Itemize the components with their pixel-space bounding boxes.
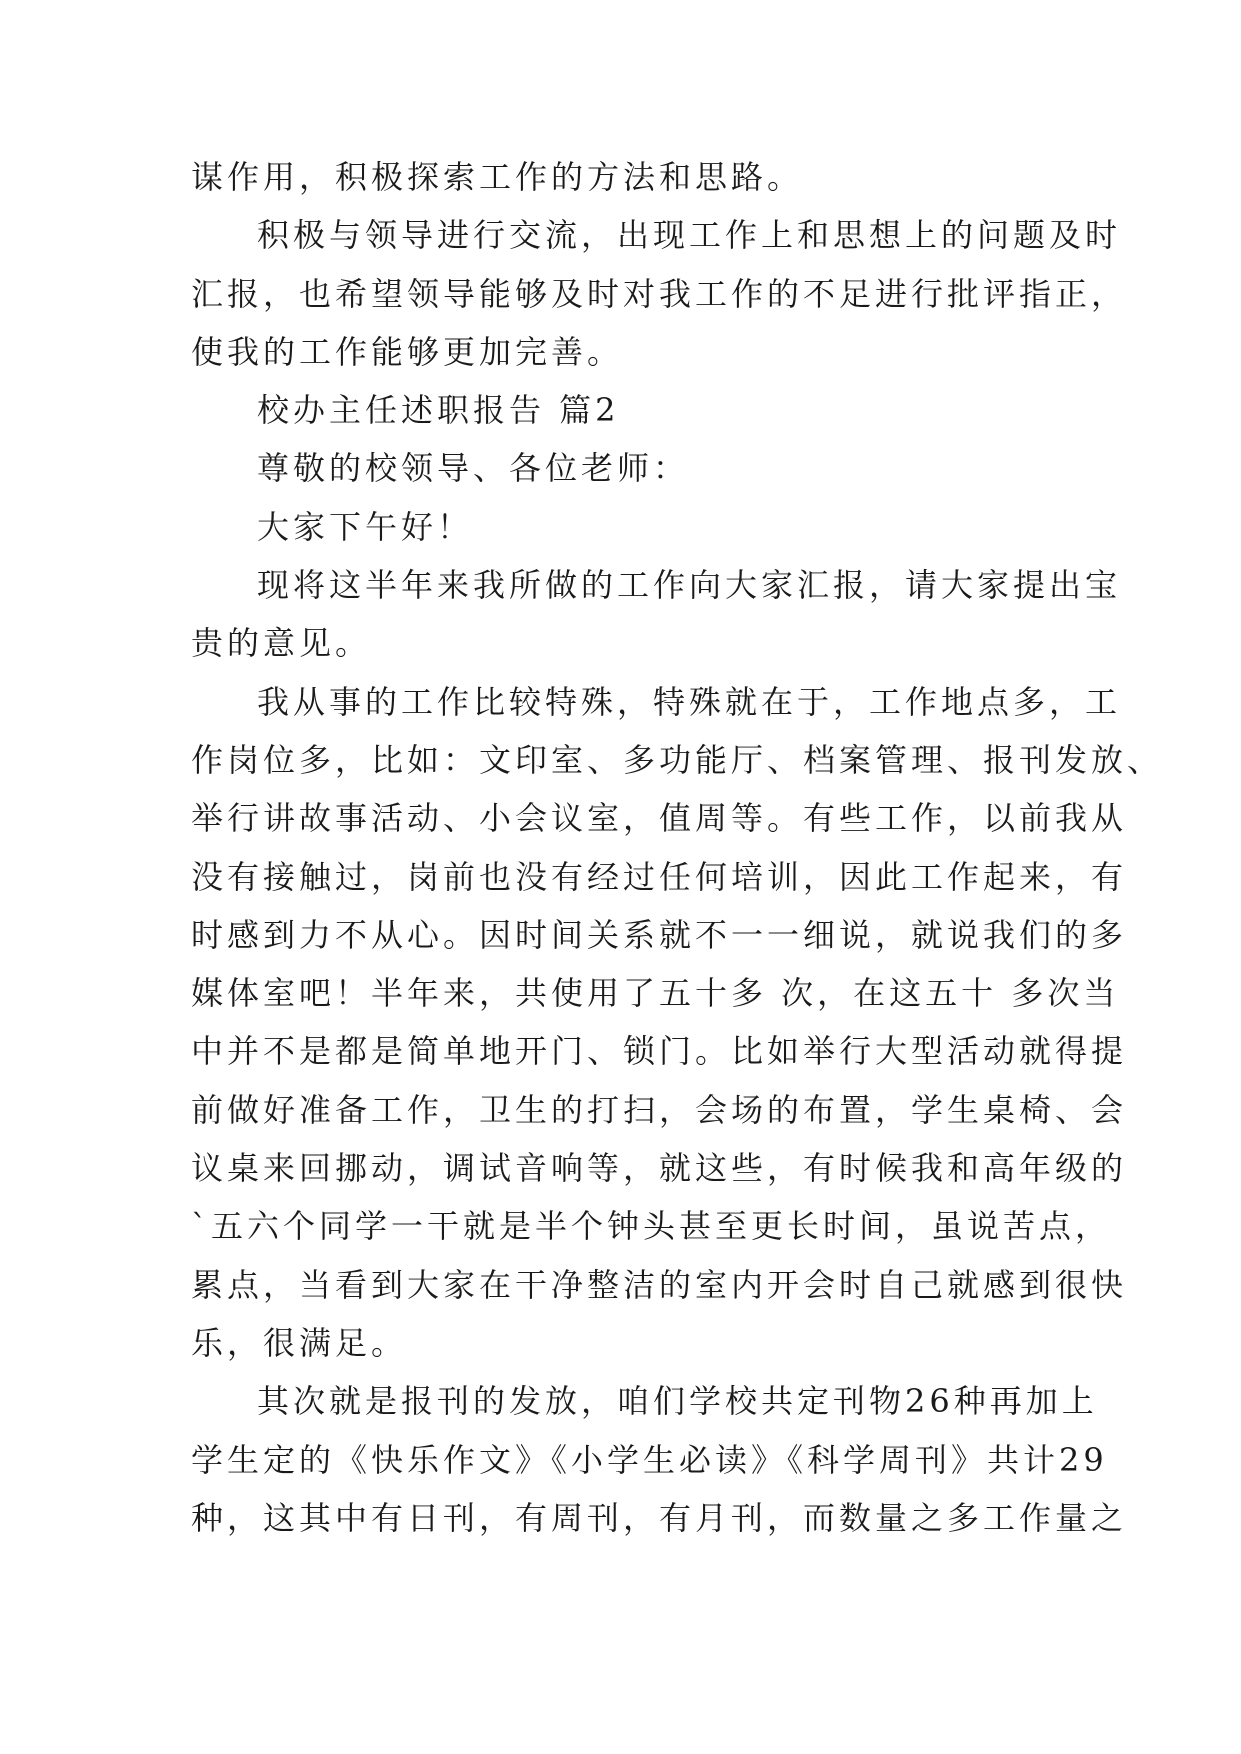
text-line: 媒体室吧！半年来，共使用了五十多 次，在这五十 多次当 bbox=[191, 974, 1120, 1013]
salutation: 尊敬的校领导、各位老师： bbox=[257, 449, 690, 488]
text-line: 作岗位多，比如：文印室、多功能厅、档案管理、报刊发放、 bbox=[191, 740, 1164, 779]
text-line: 贵的意见。 bbox=[191, 624, 372, 663]
text-line: 谋作用，积极探索工作的方法和思路。 bbox=[191, 158, 804, 196]
text-line: 学生定的《快乐作文》《小学生必读》《科学周刊》共计29 bbox=[191, 1440, 1108, 1479]
section-heading: 校办主任述职报告 篇2 bbox=[257, 391, 620, 430]
greeting: 大家下午好！ bbox=[257, 507, 474, 546]
text-line: 汇报，也希望领导能够及时对我工作的不足进行批评指正， bbox=[191, 274, 1128, 313]
text-line: 前做好准备工作，卫生的打扫，会场的布置，学生桌椅、会 bbox=[191, 1090, 1128, 1129]
text-line: `五六个同学一干就是半个钟头甚至更长时间，虽说苦点， bbox=[191, 1207, 1112, 1246]
text-line: 乐，很满足。 bbox=[191, 1323, 408, 1362]
text-line: 使我的工作能够更加完善。 bbox=[191, 332, 624, 371]
text-line: 时感到力不从心。因时间关系就不一一细说，就说我们的多 bbox=[191, 915, 1128, 954]
text-line: 中并不是都是简单地开门、锁门。比如举行大型活动就得提 bbox=[191, 1032, 1128, 1071]
text-line: 现将这半年来我所做的工作向大家汇报，请大家提出宝 bbox=[257, 566, 1122, 605]
text-line: 其次就是报刊的发放，咱们学校共定刊物26种再加上 bbox=[257, 1382, 1098, 1421]
text-line: 积极与领导进行交流，出现工作上和思想上的问题及时 bbox=[257, 216, 1122, 255]
text-line: 举行讲故事活动、小会议室，值周等。有些工作，以前我从 bbox=[191, 799, 1128, 838]
text-line: 没有接触过，岗前也没有经过任何培训，因此工作起来，有 bbox=[191, 857, 1128, 896]
document-body bbox=[191, 148, 1164, 1547]
text-line: 我从事的工作比较特殊，特殊就在于，工作地点多，工 bbox=[257, 682, 1122, 721]
text-line: 累点，当看到大家在干净整洁的室内开会时自己就感到很快 bbox=[191, 1265, 1128, 1304]
text-line: 议桌来回挪动，调试音响等，就这些，有时候我和高年级的 bbox=[191, 1149, 1128, 1188]
text-line: 种，这其中有日刊，有周刊，有月刊，而数量之多工作量之 bbox=[191, 1498, 1128, 1537]
